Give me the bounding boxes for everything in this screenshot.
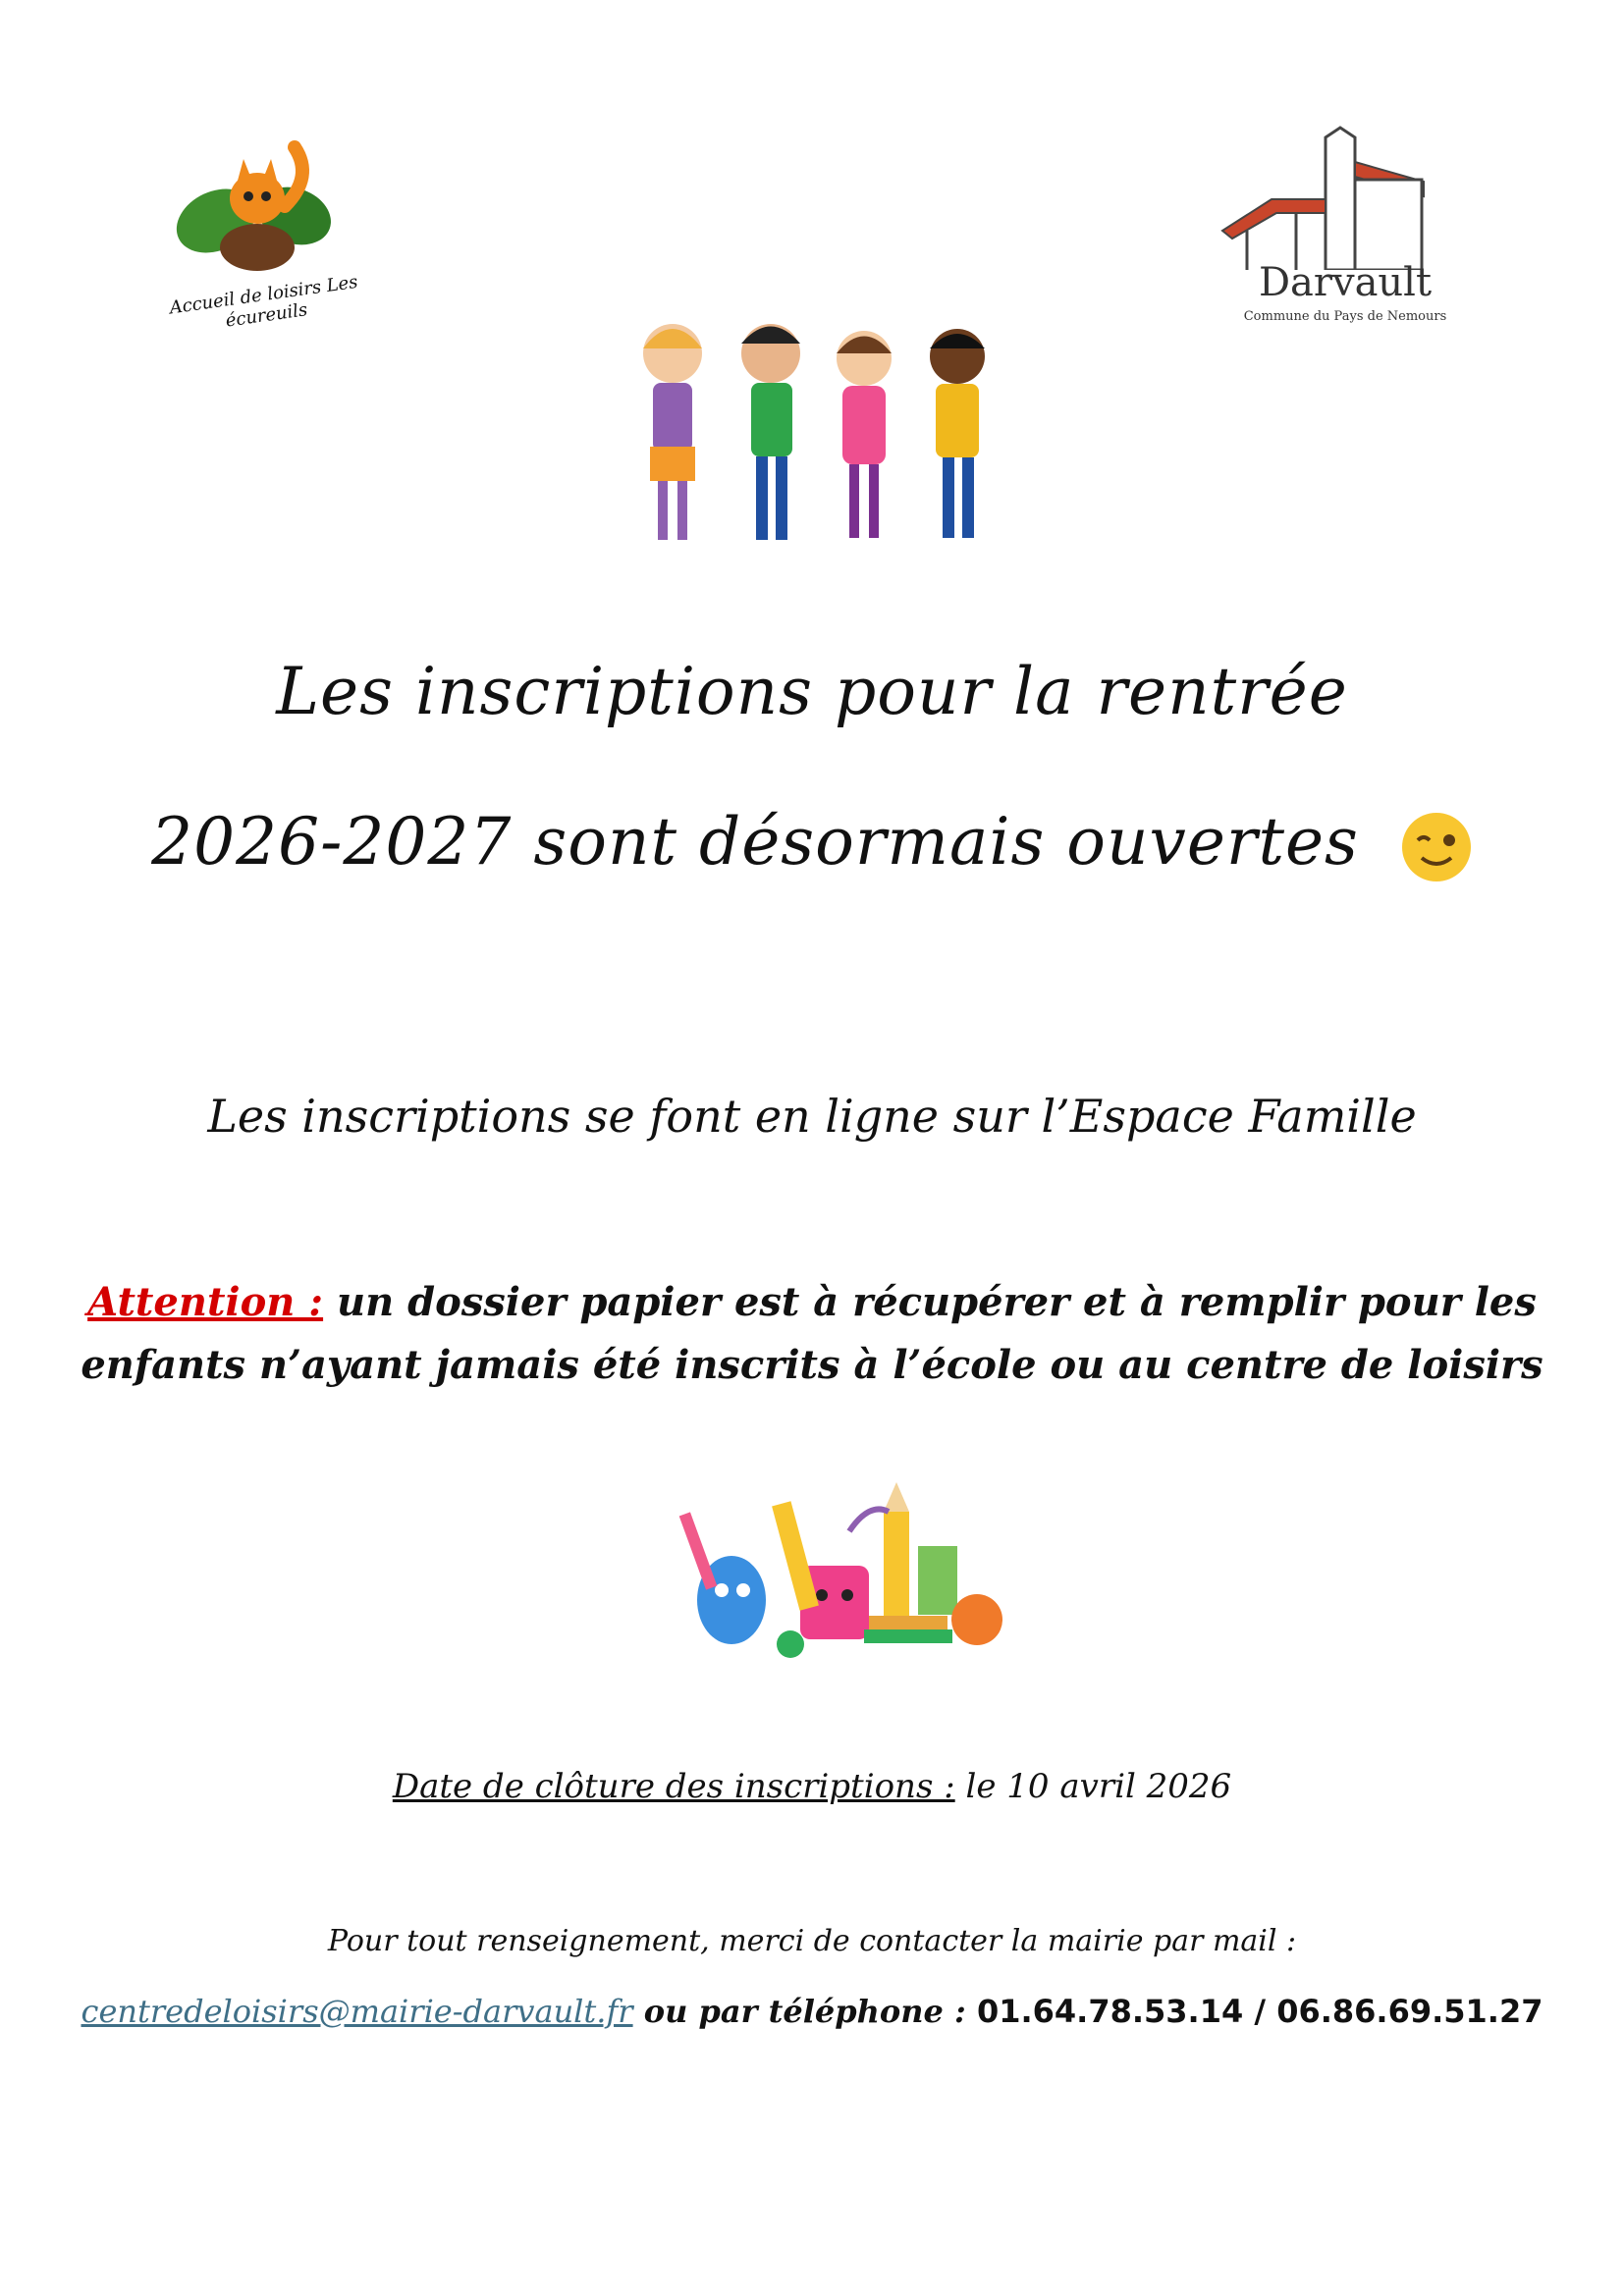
phone-label: ou par téléphone : [643, 1993, 966, 2030]
attention-text-1: un dossier papier est à récupérer et à remplir pour les [337, 1279, 1537, 1325]
church-logo-icon [1218, 123, 1463, 270]
closing-date-value: le 10 avril 2026 [965, 1767, 1232, 1806]
phone-numbers: 01.64.78.53.14 / 06.86.69.51.27 [976, 1993, 1543, 2030]
email-link[interactable]: centredeloisirs@mairie-darvault.fr [81, 1993, 633, 2030]
closing-date [0, 1767, 1624, 1806]
attention-block [0, 1271, 1624, 1397]
wink-emoji-icon [1400, 811, 1473, 883]
school-supplies-illustration [653, 1453, 1016, 1674]
school-supplies-icon [653, 1453, 1016, 1674]
contact-line [0, 1993, 1624, 2030]
attention-text-2: enfants n’ayant jamais été inscrits à l’école ou au centre de loisirs [81, 1342, 1543, 1388]
logo-left-text: Accueil de loisirs Les écureuils [168, 271, 359, 332]
page-title-line1: Les inscriptions pour la rentrée [276, 654, 1348, 729]
attention-label: Attention : [87, 1279, 324, 1325]
contact-intro: Pour tout renseignement, merci de contacter la mairie par mail : [327, 1924, 1297, 1958]
logo-left [147, 137, 383, 334]
logo-right-name: Darvault [1258, 260, 1433, 305]
logo-right [1218, 123, 1463, 334]
children-illustration [609, 309, 1021, 555]
logo-right-tagline: Commune du Pays de Nemours [1243, 309, 1447, 324]
children-icon [609, 309, 1021, 555]
page-title-line2-wrap [0, 803, 1624, 883]
online-registration-text: Les inscriptions se font en ligne sur l’Espace Famille [207, 1090, 1417, 1143]
closing-date-label: Date de clôture des inscriptions : [392, 1767, 955, 1806]
page-title-line2: 2026-2027 sont désormais ouvertes [151, 804, 1359, 880]
